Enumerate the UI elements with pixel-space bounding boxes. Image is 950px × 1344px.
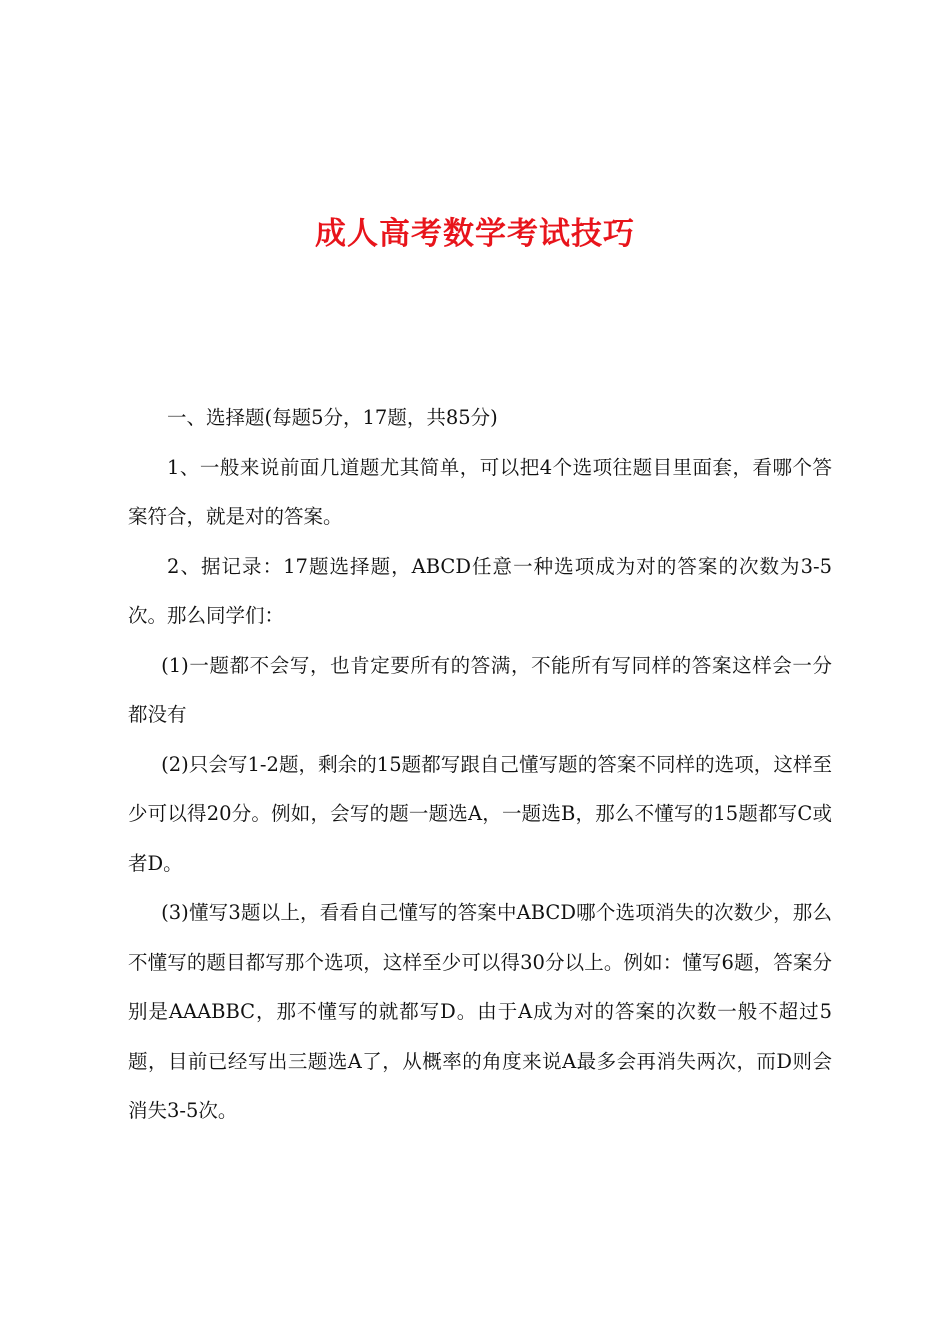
paragraph-tip-1: 1、一般来说前面几道题尤其简单，可以把4个选项往题目里面套，看哪个答案符合，就是对的答案。: [128, 455, 832, 528]
document-body: [128, 393, 832, 1136]
section-heading-choice-questions: 一、选择题(每题5分，17题，共85分): [167, 406, 498, 429]
page-title: 成人高考数学考试技巧: [315, 216, 635, 252]
paragraph-case-3: (3)懂写3题以上，看看自己懂写的答案中ABCD哪个选项消失的次数少，那么不懂写的题目都写那个选项，这样至少可以得30分以上。例如：懂写6题，答案分别是AAABBC，那不懂写的就都写D。由于A成为对的答案的次数一般不超过5题，目前已经写出三题选A了，从概率的角度来说A最多会再消失两次，而D则会消失3-5次。: [128, 901, 832, 1122]
paragraph-tip-2: 2、据记录：17题选择题，ABCD任意一种选项成为对的答案的次数为3-5次。那么同学们：: [128, 554, 832, 627]
paragraph-case-2: (2)只会写1-2题，剩余的15题都写跟自己懂写题的答案不同样的选项，这样至少可以得20分。例如，会写的题一题选A，一题选B，那么不懂写的15题都写C或者D。: [128, 752, 832, 875]
paragraph-case-1: (1)一题都不会写，也肯定要所有的答满，不能所有写同样的答案这样会一分都没有: [128, 653, 832, 726]
